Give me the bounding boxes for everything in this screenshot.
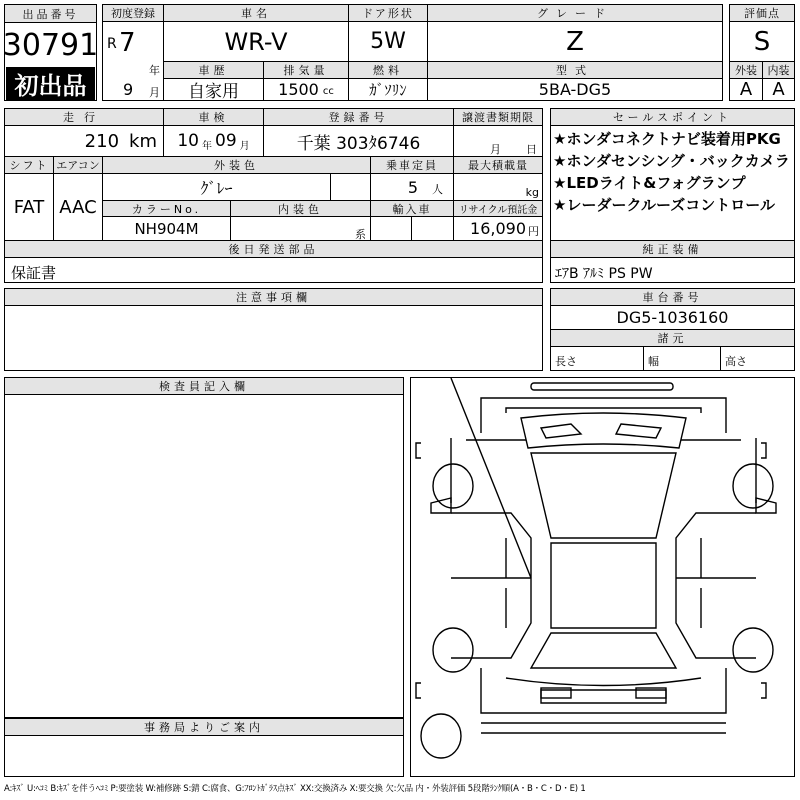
model-header: 型式 bbox=[427, 61, 723, 79]
mileage-header: 走行 bbox=[4, 108, 164, 126]
car-name: WR-V bbox=[163, 21, 349, 62]
door-value: 5W bbox=[348, 21, 428, 62]
inspection-year: 10 bbox=[177, 131, 199, 151]
inspection-header: 車検 bbox=[163, 108, 264, 126]
car-diagram bbox=[410, 377, 795, 777]
transfer-docs-cell bbox=[453, 125, 543, 157]
dimensions-length bbox=[550, 346, 644, 371]
grade-value: Z bbox=[427, 21, 723, 62]
shift-header: シフト bbox=[4, 156, 54, 174]
mileage-unit: km bbox=[129, 130, 157, 152]
car-outline-diagram bbox=[411, 378, 795, 777]
dimensions-width bbox=[643, 346, 721, 371]
genuine-equipment-header: 純正装備 bbox=[550, 240, 795, 258]
color-no-value: NH904M bbox=[102, 216, 231, 241]
interior-color-header: 内装色 bbox=[230, 200, 371, 217]
max-load-header: 最大積載量 bbox=[453, 156, 543, 174]
mileage-value: 210 bbox=[84, 130, 120, 152]
later-delivery-cell bbox=[4, 257, 543, 283]
capacity-header: 乗車定員 bbox=[370, 156, 454, 174]
displacement-cell bbox=[263, 78, 349, 101]
dimensions-length-label: 長さ bbox=[555, 355, 577, 368]
capacity-cell bbox=[370, 173, 454, 201]
inspection-month-unit: 月 bbox=[239, 140, 250, 152]
max-load-cell bbox=[453, 173, 543, 201]
history-value: 自家用 bbox=[163, 78, 264, 101]
first-listing-badge: 初出品 bbox=[6, 67, 95, 100]
door-header: ドア形状 bbox=[348, 4, 428, 22]
first-reg-header: 初度登録 bbox=[102, 4, 164, 22]
aircon-header: エアコン bbox=[53, 156, 103, 174]
car-name-header: 車名 bbox=[163, 4, 349, 22]
dimensions-width-label: 幅 bbox=[648, 355, 659, 368]
displacement-header: 排気量 bbox=[263, 61, 349, 79]
transfer-month-unit: 月 bbox=[490, 143, 501, 156]
interior-rating-header: 内装 bbox=[762, 61, 795, 79]
first-reg-cell bbox=[102, 21, 164, 101]
interior-color-unit: 系 bbox=[355, 228, 366, 241]
import-header: 輸入車 bbox=[370, 200, 454, 217]
inspection-month: 09 bbox=[215, 131, 237, 151]
dimensions-height-label: 高さ bbox=[725, 355, 747, 368]
aircon-value: AAC bbox=[53, 173, 103, 241]
history-header: 車歴 bbox=[163, 61, 264, 79]
grade-header: グレード bbox=[427, 4, 723, 22]
registration-header: 登録番号 bbox=[263, 108, 454, 126]
first-reg-month: 9 bbox=[123, 80, 134, 99]
import-cell bbox=[370, 216, 412, 241]
later-delivery-header: 後日発送部品 bbox=[4, 240, 543, 258]
sales-points-header: セールスポイント bbox=[550, 108, 795, 126]
recycle-unit: 円 bbox=[528, 224, 539, 238]
shift-value: FAT bbox=[4, 173, 54, 241]
first-reg-year: 7 bbox=[119, 28, 136, 58]
recycle-cell bbox=[453, 216, 543, 241]
lot-number: 30791 bbox=[2, 27, 99, 63]
model-value: 5BA-DG5 bbox=[427, 78, 723, 101]
max-load-unit: kg bbox=[525, 186, 539, 199]
genuine-equipment-value: ｴｱB ｱﾙﾐ PS PW bbox=[555, 266, 653, 282]
registration-value: 千葉 303ﾀ6746 bbox=[263, 125, 454, 157]
chassis-value: DG5-1036160 bbox=[550, 305, 795, 330]
fuel-header: 燃料 bbox=[348, 61, 428, 79]
sales-point-item: ★ホンダセンシング・バックカメラ bbox=[553, 152, 790, 170]
first-reg-era: R bbox=[107, 36, 117, 52]
import-cell-2 bbox=[411, 216, 454, 241]
sales-points-list bbox=[550, 125, 795, 241]
office-header: 事務局よりご案内 bbox=[4, 718, 404, 736]
displacement-unit: cc bbox=[322, 86, 334, 97]
exterior-color-header: 外装色 bbox=[102, 156, 371, 174]
inspection-cell bbox=[163, 125, 264, 157]
lot-box bbox=[4, 4, 97, 101]
sales-point-item: ★LEDライト&フォグランプ bbox=[553, 174, 746, 192]
recycle-header: リサイクル預託金 bbox=[453, 200, 543, 217]
capacity-value: 5 bbox=[407, 177, 418, 197]
inspector-header: 検査員記入欄 bbox=[4, 377, 404, 395]
exterior-color-extra bbox=[330, 173, 371, 201]
transfer-docs-header: 譲渡書類期限 bbox=[453, 108, 543, 126]
inspection-year-unit: 年 bbox=[202, 140, 212, 152]
first-reg-month-unit: 月 bbox=[149, 86, 160, 99]
lot-header: 出品番号 bbox=[5, 5, 96, 23]
inspector-body bbox=[4, 394, 404, 718]
recycle-value: 16,090 bbox=[470, 219, 526, 238]
notes-header: 注意事項欄 bbox=[4, 288, 543, 306]
later-delivery-value: 保証書 bbox=[11, 264, 57, 282]
color-no-header: カラーNo. bbox=[102, 200, 231, 217]
exterior-color-value: ｸﾞﾚｰ bbox=[102, 173, 331, 201]
score-header: 評価点 bbox=[729, 4, 795, 22]
dimensions-header: 諸元 bbox=[550, 329, 795, 347]
office-body bbox=[4, 735, 404, 777]
sales-point-item: ★ホンダコネクトナビ装着用PKG bbox=[553, 130, 781, 148]
dimensions-height bbox=[720, 346, 795, 371]
mileage-cell bbox=[4, 125, 164, 157]
legend-text: A:ｷｽﾞ U:ﾍｺﾐ B:ｷｽﾞを伴うﾍｺﾐ P:要塗装 W:補修跡 S:錆 C:腐食、G:ﾌﾛﾝﾄｶﾞﾗｽ点ｷｽﾞ XX:交換済み X:要交換 欠:欠品 内・外装評価 5段階ﾗﾝｸ順(A・B・C・D・E) 1 bbox=[4, 784, 586, 794]
interior-rating-value: A bbox=[762, 78, 795, 101]
exterior-rating-header: 外装 bbox=[729, 61, 763, 79]
notes-body bbox=[4, 305, 543, 371]
score-value: S bbox=[729, 21, 795, 62]
exterior-rating-value: A bbox=[729, 78, 763, 101]
transfer-day-unit: 日 bbox=[526, 143, 537, 156]
first-reg-year-unit: 年 bbox=[149, 64, 160, 77]
displacement-value: 1500 bbox=[278, 80, 319, 99]
capacity-unit: 人 bbox=[432, 183, 443, 196]
fuel-value: ｶﾞｿﾘﾝ bbox=[348, 78, 428, 101]
chassis-header: 車台番号 bbox=[550, 288, 795, 306]
sales-point-item: ★レーダークルーズコントロール bbox=[553, 196, 775, 214]
genuine-equipment-cell bbox=[550, 257, 795, 283]
interior-color-cell bbox=[230, 216, 371, 241]
